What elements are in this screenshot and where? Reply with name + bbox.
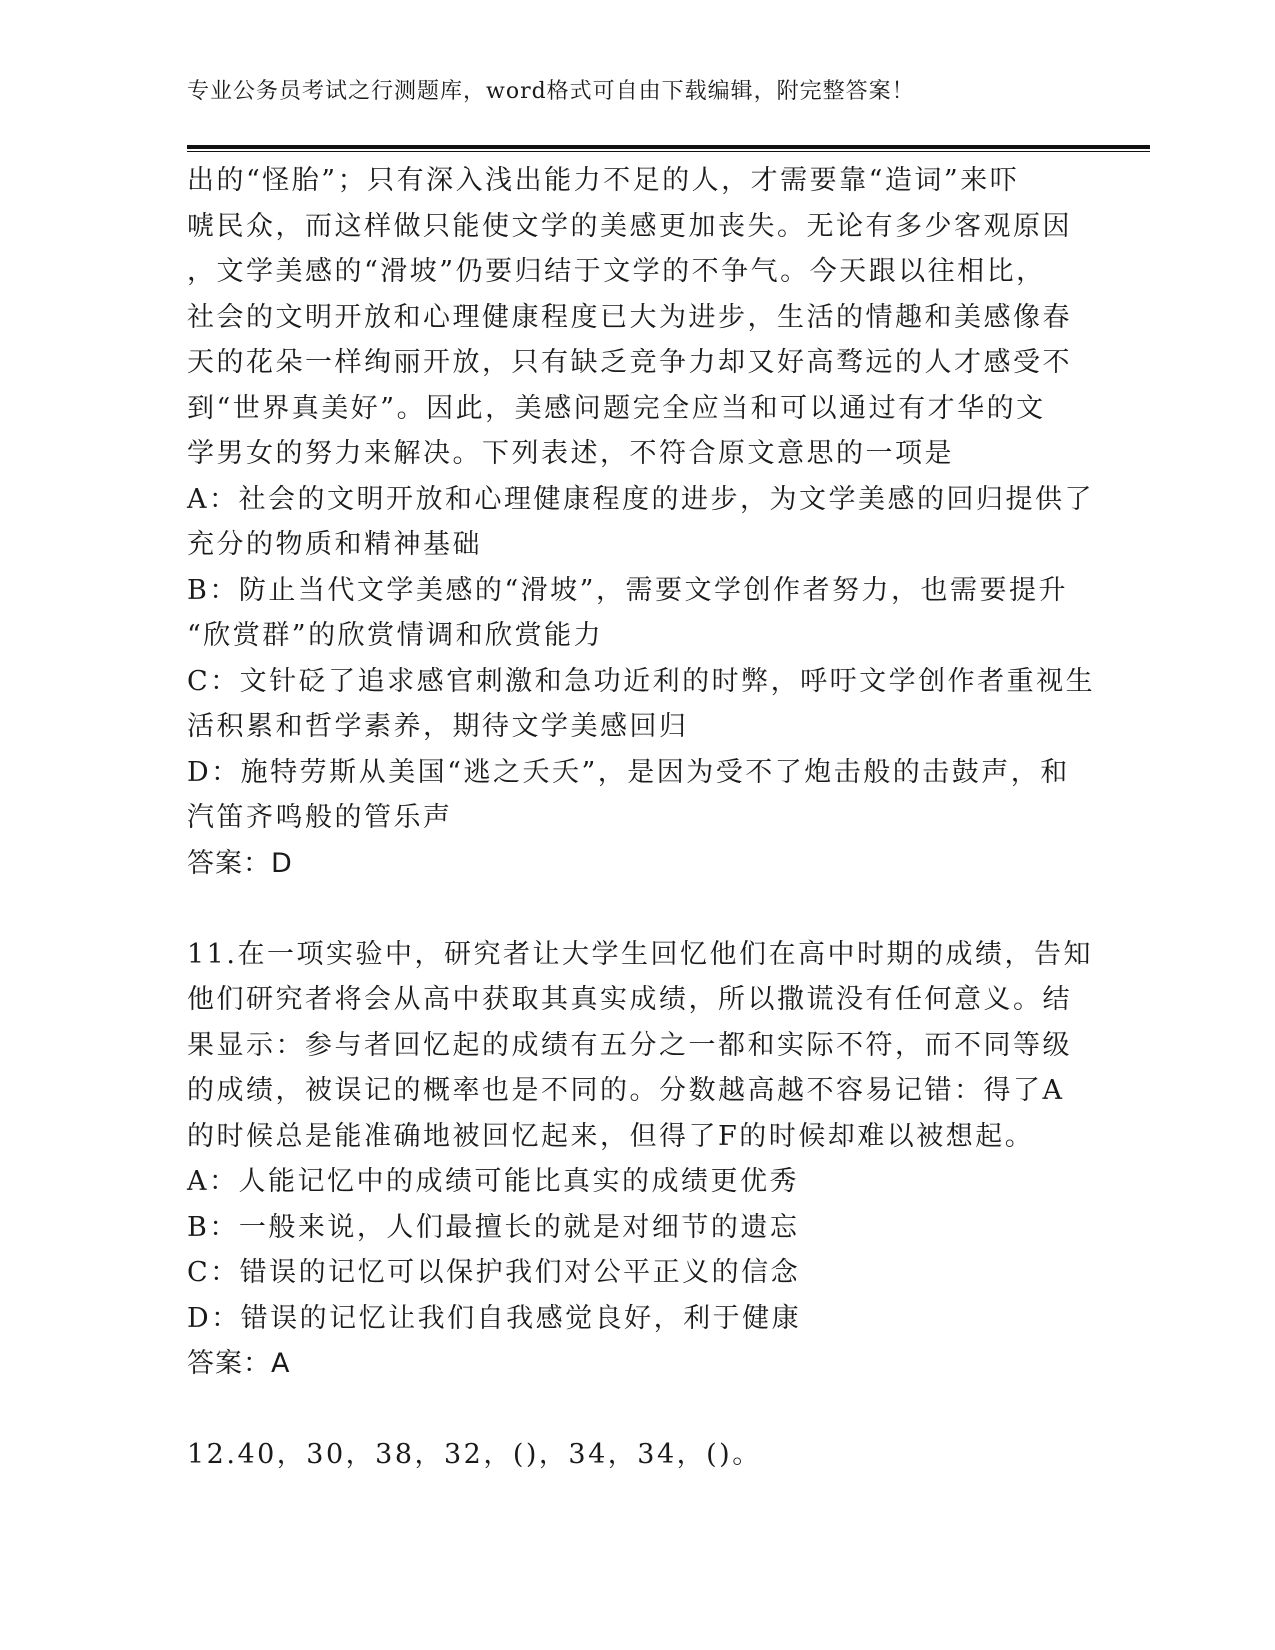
- q11-option-c: C：错误的记忆可以保护我们对公平正义的信念: [187, 1257, 801, 1288]
- q10-option-b-cont: “欣赏群”的欣赏情调和欣赏能力: [187, 620, 604, 651]
- header-rule-thick: [187, 145, 1150, 149]
- q10-option-b: B：防止当代文学美感的“滑坡”，需要文学创作者努力，也需要提升: [187, 574, 1068, 606]
- q10-option-c: C：文针砭了追求感官刺激和急功近利的时弊，呼吁文学创作者重视生: [187, 665, 1096, 697]
- q11-stem-line: 他们研究者将会从高中获取其真实成绩，所以撒谎没有任何意义。结: [187, 984, 1072, 1015]
- q10-option-a-cont: 充分的物质和精神基础: [187, 529, 482, 560]
- question-10: [187, 158, 1096, 886]
- page-header: 专业公务员考试之行测题库，word格式可自由下载编辑，附完整答案！: [187, 79, 915, 104]
- q11-option-b: B：一般来说，人们最擅长的就是对细节的遗忘: [187, 1211, 800, 1243]
- q11-answer: 答案：A: [187, 1348, 291, 1379]
- q10-option-a: A：社会的文明开放和心理健康程度的进步，为文学美感的回归提供了: [187, 483, 1094, 515]
- q10-answer: 答案：D: [187, 847, 293, 879]
- q10-option-c-cont: 活积累和哲学素养，期待文学美感回归: [187, 711, 689, 742]
- q11-stem-line: 11.在一项实验中，研究者让大学生回忆他们在高中时期的成绩，告知: [187, 938, 1093, 970]
- q10-option-d-cont: 汽笛齐鸣般的管乐声: [187, 802, 453, 833]
- q10-stem-line: 学男女的努力来解决。下列表述，不符合原文意思的一项是: [187, 438, 954, 469]
- q10-stem-line: 到“世界真美好”。因此，美感问题完全应当和可以通过有才华的文: [187, 392, 1046, 424]
- question-12: [187, 1432, 1087, 1478]
- q11-stem-line: 果显示：参与者回忆起的成绩有五分之一都和实际不符，而不同等级: [187, 1029, 1072, 1061]
- q11-option-d: D：错误的记忆让我们自我感觉良好，利于健康: [187, 1302, 802, 1334]
- document-body: [187, 158, 1096, 1478]
- header-rule-thin: [187, 151, 1150, 152]
- question-11: [187, 932, 1093, 1387]
- q11-option-a: A：人能记忆中的成绩可能比真实的成绩更优秀: [187, 1166, 799, 1197]
- q10-stem-line: 出的“怪胎”；只有深入浅出能力不足的人，才需要靠“造词”来吓: [187, 165, 1020, 196]
- q10-option-d: D：施特劳斯从美国“逃之夭夭”，是因为受不了炮击般的击鼓声，和: [187, 756, 1070, 788]
- q11-stem-line: 的时候总是能准确地被回忆起来，但得了F的时候却难以被想起。: [187, 1120, 1035, 1152]
- q11-stem-line: 的成绩，被误记的概率也是不同的。分数越高越不容易记错：得了A: [187, 1075, 1065, 1106]
- q10-stem-line: ，文学美感的“滑坡”仍要归结于文学的不争气。今天跟以往相比，: [187, 256, 1046, 287]
- spacer: [187, 1387, 1087, 1433]
- q10-stem-line: 天的花朵一样绚丽开放，只有缺乏竞争力却又好高骛远的人才感受不: [187, 347, 1072, 378]
- q10-stem-line: 社会的文明开放和心理健康程度已大为进步，生活的情趣和美感像春: [187, 301, 1072, 333]
- q10-stem-line: 唬民众，而这样做只能使文学的美感更加丧失。无论有多少客观原因: [187, 210, 1072, 242]
- spacer: [187, 886, 1087, 932]
- q12-stem: 12.40，30，38，32，()，34，34，()。: [187, 1439, 762, 1470]
